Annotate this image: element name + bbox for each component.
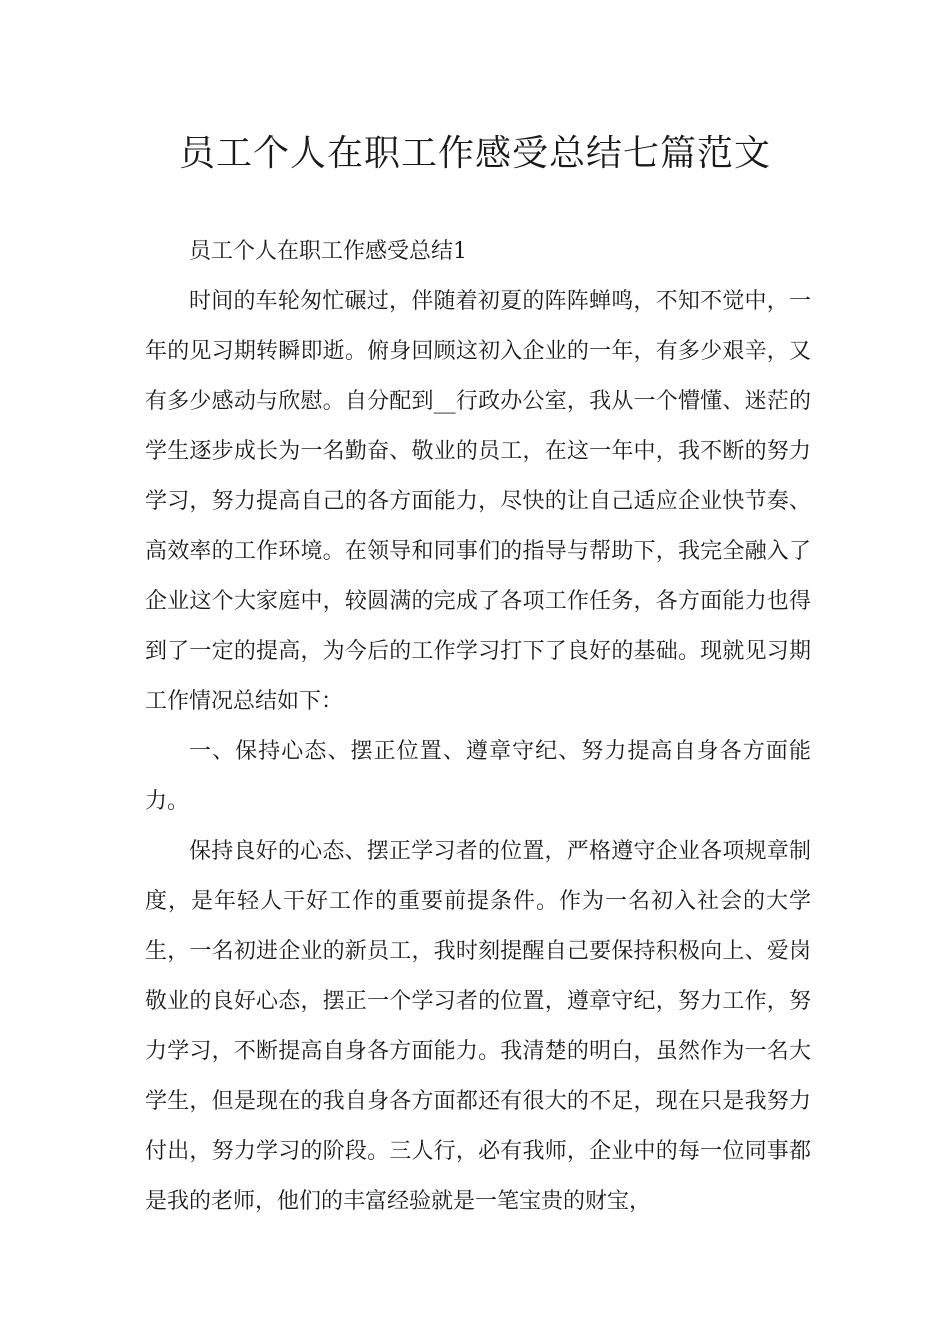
paragraph: 时间的车轮匆忙碾过，伴随着初夏的阵阵蝉鸣，不知不觉中，一年的见习期转瞬即逝。俯身回顾这初入企业的一年，有多少艰辛，又有多少感动与欣慰。自分配到__行政办公室，我从一个懵懂、迷茫的学生逐步成长为一名勤奋、敬业的员工，在这一年中，我不断的努力学习，努力提高自己的各方面能力，尽快的让自己适应企业快节奏、高效率的工作环境。在领导和同事们的指导与帮助下，我完全融入了企业这个大家庭中，较圆满的完成了各项工作任务，各方面能力也得到了一定的提高，为今后的工作学习打下了良好的基础。现就见习期工作情况总结如下： [145,289,811,714]
section-heading: 员工个人在职工作感受总结1 [189,239,467,264]
subsection-heading: 一、保持心态、摆正位置、遵章守纪、努力提高自身各方面能力。 [145,739,811,814]
document-body [145,227,811,1227]
paragraph: 保持良好的心态、摆正学习者的位置，严格遵守企业各项规章制度，是年轻人干好工作的重要前提条件。作为一名初入社会的大学生，一名初进企业的新员工，我时刻提醒自己要保持积极向上、爱岗敬业的良好心态，摆正一个学习者的位置，遵章守纪，努力工作，努力学习，不断提高自身各方面能力。我清楚的明白，虽然作为一名大学生，但是现在的我自身各方面都还有很大的不足，现在只是我努力付出，努力学习的阶段。三人行，必有我师，企业中的每一位同事都是我的老师，他们的丰富经验就是一笔宝贵的财宝， [145,839,811,1214]
document-title: 员工个人在职工作感受总结七篇范文 [178,133,771,174]
